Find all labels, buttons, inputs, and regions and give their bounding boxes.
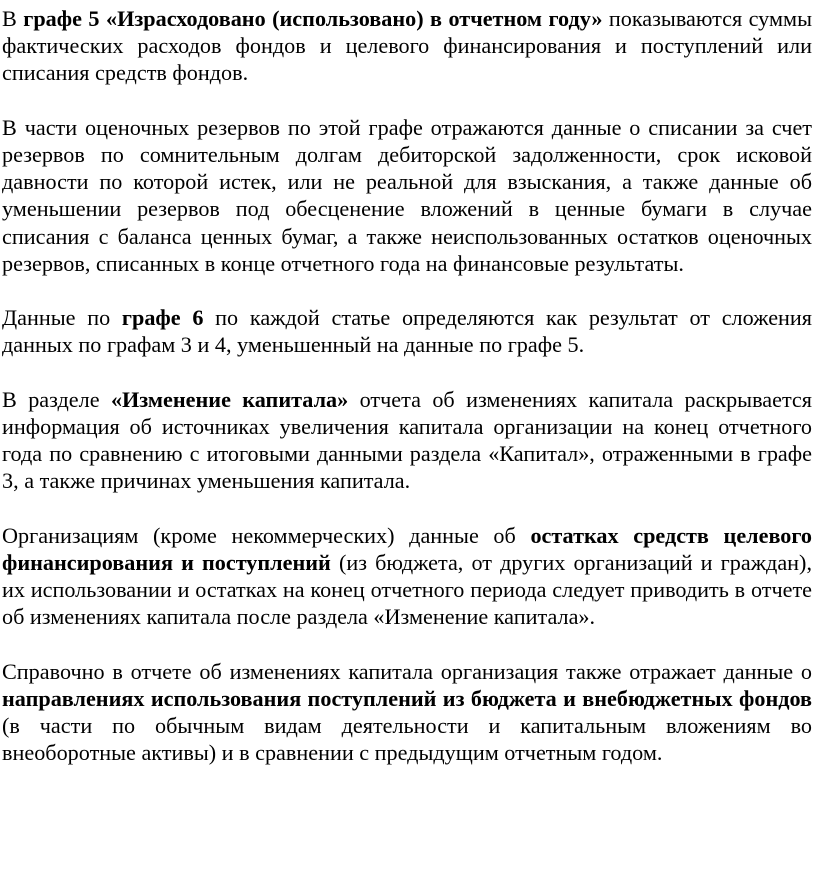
text-run: Организациям (кроме некоммерческих) данные об: [2, 522, 531, 548]
bold-text-run: графе 6: [121, 305, 204, 331]
text-run: (из бюджета, от других организаций и граждан), их использовании и остатках на конец отчетного периода следует приводить в отчете об изменениях капитала после раздела «Изменение капитала».: [2, 550, 812, 630]
text-run: В разделе: [2, 386, 111, 412]
bold-text-run: остатках средств целевого финансирования и поступлений: [2, 522, 813, 575]
paragraph-column-6: [2, 304, 812, 358]
paragraph-estimated-reserves: [2, 114, 812, 277]
bold-text-run: направлениях использования поступлений из бюджета и внебюджетных фондов: [2, 686, 812, 711]
text-run: по каждой статье определяются как результат от сложения данных по графам 3 и 4, уменьшенный на данные по графе 5.: [2, 305, 812, 358]
paragraph-target-financing: [2, 522, 812, 631]
bold-text-run: графе 5 «Израсходовано (использовано) в отчетном году»: [23, 6, 603, 31]
bold-text-run: «Изменение капитала»: [110, 386, 349, 412]
text-run: В: [2, 6, 24, 31]
text-run: отчета об изменениях капитала раскрывается информация об источниках увеличения капитала организации на конец отчетного года по сравнению с итоговыми данными раздела «Капитал», отраженными в графе 3, а также причинах уменьшения капитала.: [2, 386, 812, 494]
text-run: Справочно в отчете об изменениях капитала организация также отражает данные о: [2, 658, 812, 684]
text-run: (в части по обычным видам деятельности и капитальным вложениям во внеоборотные активы) и в сравнении с предыдущим отчетным годом.: [2, 713, 812, 766]
text-run: показываются суммы фактических расходов фондов и целевого финансирования и поступлений или списания средств фондов.: [2, 6, 812, 86]
paragraph-capital-change-section: [2, 386, 812, 495]
paragraph-column-5: [2, 5, 812, 87]
paragraph-reference-info: [2, 658, 812, 767]
text-run: Данные по: [2, 305, 122, 331]
text-run: В части оценочных резервов по этой графе отражаются данные о списании за счет резервов по сомнительным долгам дебиторской задолженности, срок исковой давности по которой истек, или не реальной для взыскания, а также данные об уменьшении резервов под обесценение вложений в ценные бумаги в случае списания с баланса ценных бумаг, а также неиспользованных остатков оценочных резервов, списанных в конце отчетного года на финансовые результаты.: [2, 114, 812, 276]
